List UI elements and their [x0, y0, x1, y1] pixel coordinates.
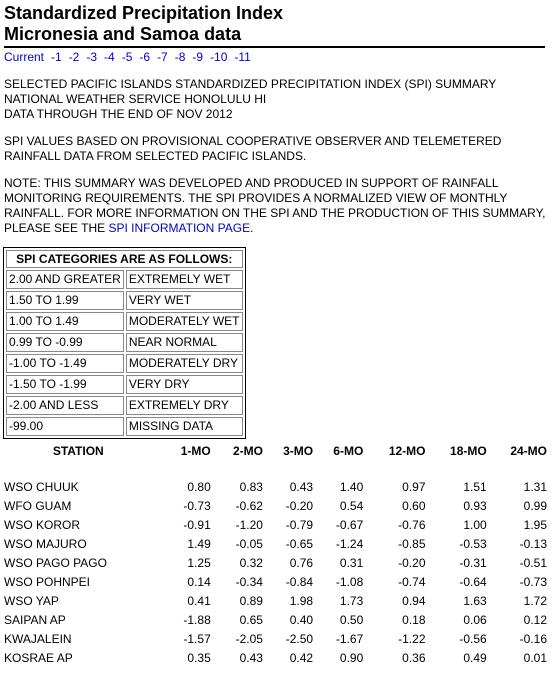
- summary-line-3: DATA THROUGH THE END OF NOV 2012: [4, 107, 233, 121]
- spi-value-2-mo: -2.05: [235, 632, 263, 646]
- spi-value-24-mo: 0.99: [523, 499, 547, 513]
- spi-categories-table: [3, 247, 246, 439]
- spi-value-3-mo: -0.65: [285, 537, 314, 551]
- spi-value-1-mo: -0.73: [183, 499, 211, 513]
- note-line-1: NOTE: THIS SUMMARY WAS DEVELOPED AND PRODUCED IN SUPPORT OF RAINFALL: [4, 176, 499, 190]
- nav-link-minus-4[interactable]: -4: [104, 50, 115, 64]
- note-line-3: RAINFALL. FOR MORE INFORMATION ON THE SPI AND THE PRODUCTION OF THIS SUMMARY,: [4, 206, 546, 220]
- nav-link-minus-10[interactable]: -10: [210, 50, 228, 64]
- spi-value-24-mo: 1.31: [523, 480, 547, 494]
- spi-value-24-mo: -0.51: [519, 556, 547, 570]
- category-row: [6, 354, 243, 373]
- spi-header-row: [4, 442, 547, 460]
- station-name: WSO PAGO PAGO: [4, 556, 107, 570]
- spi-value-3-mo: 0.43: [289, 480, 314, 494]
- category-label: VERY DRY: [126, 375, 243, 394]
- nav-link-minus-5[interactable]: -5: [121, 50, 133, 64]
- spi-value-12-mo: 0.94: [402, 594, 426, 608]
- column-header-12-mo: 12-MO: [388, 444, 426, 458]
- category-row: [6, 312, 243, 331]
- basis-line-2: RAINFALL DATA FROM SELECTED PACIFIC ISLANDS.: [4, 149, 307, 163]
- spi-value-12-mo: -0.74: [398, 575, 426, 589]
- summary-line-2: NATIONAL WEATHER SERVICE HONOLULU HI: [4, 92, 267, 106]
- station-row: [4, 516, 547, 535]
- spi-value-6-mo: 0.50: [339, 613, 364, 627]
- spi-value-3-mo: 0.42: [289, 651, 314, 665]
- category-row: [6, 291, 243, 310]
- station-name: KWAJALEIN: [4, 632, 72, 646]
- spi-value-1-mo: -0.91: [183, 518, 211, 532]
- spi-data-table: [4, 442, 547, 668]
- category-row: [6, 375, 243, 394]
- spi-information-page-link[interactable]: SPI INFORMATION PAGE: [108, 221, 251, 235]
- spi-value-1-mo: 0.35: [187, 651, 211, 665]
- column-header-18-mo: 18-MO: [450, 444, 487, 458]
- spi-value-24-mo: 0.01: [523, 651, 547, 665]
- spi-value-18-mo: 1.00: [463, 518, 487, 532]
- note-line-4: [4, 221, 549, 236]
- spi-value-24-mo: 0.12: [523, 613, 547, 627]
- nav-link-minus-1[interactable]: -1: [51, 50, 62, 64]
- category-row: [6, 270, 243, 289]
- station-name: SAIPAN AP: [4, 613, 66, 627]
- category-label: EXTREMELY WET: [126, 270, 243, 289]
- spi-value-12-mo: 0.36: [402, 651, 426, 665]
- spi-value-2-mo: -0.05: [235, 537, 263, 551]
- spi-value-1-mo: 0.41: [187, 594, 211, 608]
- summary-line-1: SELECTED PACIFIC ISLANDS STANDARDIZED PRECIPITATION INDEX (SPI) SUMMARY: [4, 77, 497, 91]
- category-range: -99.00: [6, 417, 124, 436]
- station-row: [4, 535, 547, 554]
- spi-value-18-mo: -0.31: [459, 556, 487, 570]
- station-name: WSO POHNPEI: [4, 575, 91, 589]
- note-paragraph: [4, 176, 549, 236]
- spi-value-6-mo: 0.54: [339, 499, 364, 513]
- spi-value-18-mo: 0.93: [463, 499, 487, 513]
- category-row: [6, 417, 243, 436]
- spi-value-18-mo: -0.64: [459, 575, 487, 589]
- spi-value-3-mo: -0.20: [285, 499, 314, 513]
- nav-link-minus-7[interactable]: -7: [157, 50, 168, 64]
- spi-value-3-mo: 0.40: [289, 613, 314, 627]
- spi-value-2-mo: 0.32: [239, 556, 263, 570]
- spi-value-12-mo: -0.20: [398, 556, 426, 570]
- spi-value-6-mo: -0.67: [335, 518, 364, 532]
- nav-link-minus-6[interactable]: -6: [139, 50, 151, 64]
- spi-value-24-mo: 1.72: [523, 594, 547, 608]
- spi-value-3-mo: 0.76: [289, 556, 314, 570]
- nav-link-minus-3[interactable]: -3: [86, 50, 98, 64]
- spi-value-12-mo: -0.76: [398, 518, 426, 532]
- nav-link-current[interactable]: Current: [4, 50, 45, 64]
- period-nav: [4, 50, 258, 64]
- spacer-row: [4, 460, 547, 478]
- station-name: KOSRAE AP: [4, 651, 73, 665]
- category-label: NEAR NORMAL: [126, 333, 243, 352]
- spi-value-18-mo: 1.63: [463, 594, 487, 608]
- station-row: [4, 630, 547, 649]
- spi-value-1-mo: 1.49: [187, 537, 211, 551]
- category-row: [6, 333, 243, 352]
- spi-value-6-mo: 1.73: [339, 594, 364, 608]
- note-line-2: MONITORING REQUIREMENTS. THE SPI PROVIDES A NORMALIZED VIEW OF MONTHLY: [4, 191, 508, 205]
- category-label: MODERATELY WET: [126, 312, 243, 331]
- spi-value-2-mo: 0.65: [239, 613, 263, 627]
- station-row: [4, 649, 547, 668]
- spi-value-1-mo: 0.14: [187, 575, 211, 589]
- column-header-24-mo: 24-MO: [510, 444, 547, 458]
- category-range: -2.00 AND LESS: [6, 396, 124, 415]
- column-header-1-mo: 1-MO: [180, 444, 211, 458]
- category-range: -1.00 TO -1.49: [6, 354, 124, 373]
- page-title: [4, 3, 549, 45]
- basis-paragraph: [4, 134, 549, 164]
- station-name: WSO CHUUK: [4, 480, 79, 494]
- category-range: 0.99 TO -0.99: [6, 333, 124, 352]
- station-name: WSO YAP: [4, 594, 59, 608]
- spi-value-3-mo: -2.50: [285, 632, 314, 646]
- spi-value-3-mo: -0.84: [285, 575, 314, 589]
- station-name: WSO KOROR: [4, 518, 81, 532]
- basis-line-1: SPI VALUES BASED ON PROVISIONAL COOPERATIVE OBSERVER AND TELEMETERED: [4, 134, 502, 148]
- spi-value-2-mo: 0.89: [239, 594, 263, 608]
- spi-value-2-mo: -0.34: [235, 575, 263, 589]
- page-title-line-2: Micronesia and Samoa data: [4, 24, 242, 44]
- spi-value-18-mo: -0.56: [459, 632, 487, 646]
- spi-value-24-mo: -0.16: [519, 632, 547, 646]
- station-row: [4, 497, 547, 516]
- spi-value-18-mo: 1.51: [463, 480, 487, 494]
- spi-value-6-mo: 1.40: [339, 480, 364, 494]
- column-header-3-mo: 3-MO: [283, 444, 314, 458]
- nav-link-minus-9[interactable]: -9: [192, 50, 204, 64]
- spi-value-1-mo: 0.80: [187, 480, 211, 494]
- spi-value-12-mo: -1.22: [398, 632, 426, 646]
- spi-value-3-mo: -0.79: [285, 518, 314, 532]
- spi-value-6-mo: -1.08: [335, 575, 364, 589]
- spi-value-2-mo: -0.62: [235, 499, 263, 513]
- spi-value-18-mo: 0.06: [463, 613, 487, 627]
- station-row: [4, 592, 547, 611]
- nav-link-minus-8[interactable]: -8: [174, 50, 186, 64]
- spi-value-6-mo: 0.31: [339, 556, 364, 570]
- spi-value-24-mo: 1.95: [523, 518, 547, 532]
- spi-value-1-mo: 1.25: [187, 556, 211, 570]
- spi-value-2-mo: 0.83: [239, 480, 263, 494]
- note-line-4-prefix: PLEASE SEE THE: [4, 221, 109, 235]
- category-range: -1.50 TO -1.99: [6, 375, 124, 394]
- spi-value-6-mo: 0.90: [339, 651, 364, 665]
- spi-value-2-mo: 0.43: [239, 651, 263, 665]
- spi-value-12-mo: 0.60: [402, 499, 426, 513]
- spi-value-2-mo: -1.20: [235, 518, 263, 532]
- station-name: WFO GUAM: [4, 499, 72, 513]
- category-range: 1.00 TO 1.49: [6, 312, 124, 331]
- station-name: WSO MAJURO: [4, 537, 87, 551]
- spi-value-18-mo: 0.49: [463, 651, 487, 665]
- column-header-2-mo: 2-MO: [232, 444, 263, 458]
- nav-link-minus-11[interactable]: -11: [234, 50, 251, 64]
- column-header-6-mo: 6-MO: [333, 444, 364, 458]
- spi-value-24-mo: -0.13: [519, 537, 547, 551]
- spi-value-24-mo: -0.73: [519, 575, 547, 589]
- header-divider: [4, 46, 545, 48]
- station-row: [4, 573, 547, 592]
- spi-value-3-mo: 1.98: [289, 594, 314, 608]
- station-row: [4, 478, 547, 497]
- station-row: [4, 554, 547, 573]
- nav-link-minus-2[interactable]: -2: [68, 50, 80, 64]
- category-label: MODERATELY DRY: [126, 354, 243, 373]
- category-range: 1.50 TO 1.99: [6, 291, 124, 310]
- note-line-4-suffix: .: [250, 221, 254, 235]
- spi-value-1-mo: -1.88: [183, 613, 211, 627]
- category-label: VERY WET: [126, 291, 243, 310]
- category-row: [6, 396, 243, 415]
- spi-value-6-mo: -1.67: [335, 632, 364, 646]
- category-label: EXTREMELY DRY: [126, 396, 243, 415]
- spi-value-6-mo: -1.24: [335, 537, 364, 551]
- category-range: 2.00 AND GREATER: [6, 270, 124, 289]
- spi-value-12-mo: -0.85: [398, 537, 426, 551]
- spi-value-12-mo: 0.18: [402, 613, 426, 627]
- spi-value-18-mo: -0.53: [459, 537, 487, 551]
- summary-paragraph: [4, 77, 549, 122]
- column-header-station: STATION: [52, 444, 104, 458]
- station-row: [4, 611, 547, 630]
- page-title-line-1: Standardized Precipitation Index: [4, 3, 284, 23]
- categories-heading: SPI CATEGORIES ARE AS FOLLOWS:: [6, 250, 243, 268]
- category-label: MISSING DATA: [126, 417, 243, 436]
- spi-value-1-mo: -1.57: [183, 632, 211, 646]
- spi-value-12-mo: 0.97: [402, 480, 426, 494]
